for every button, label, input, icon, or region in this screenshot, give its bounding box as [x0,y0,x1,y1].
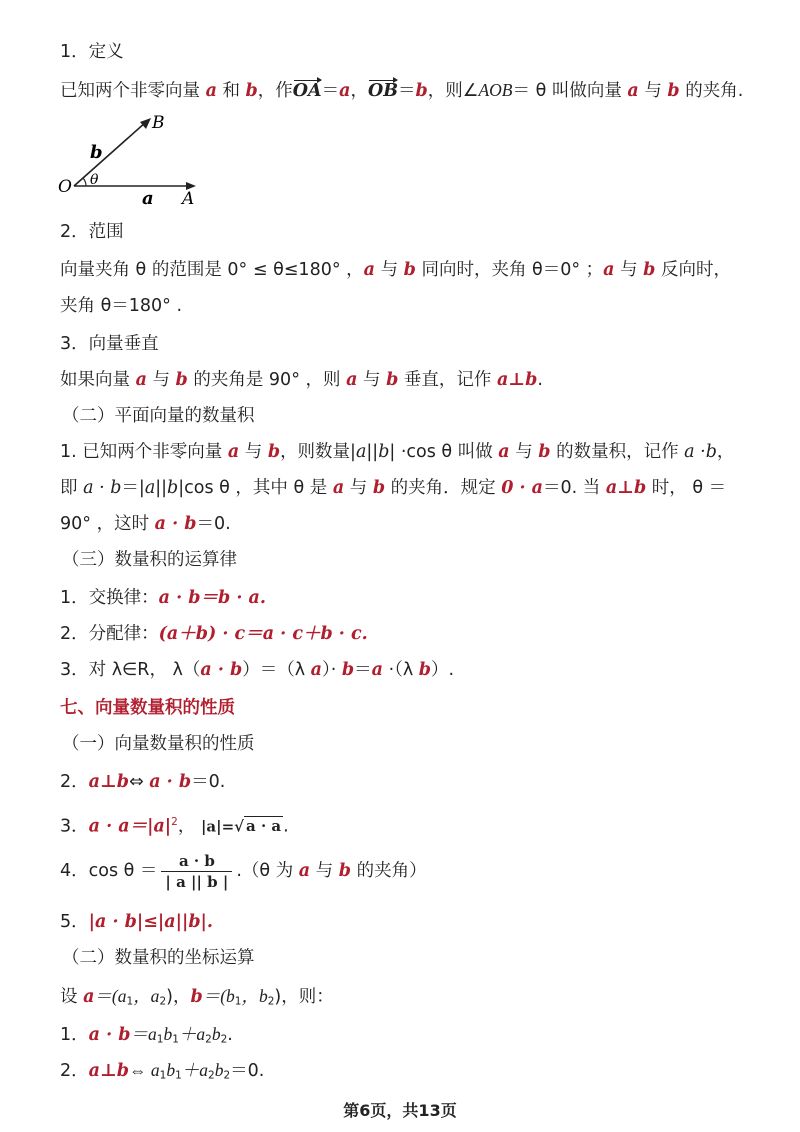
part3-title: （三）数量积的运算律 [62,550,237,570]
label-theta: θ [90,172,99,188]
part3-rule2: 2．分配律：(a＋b) · c＝a · c＋b · c. [60,624,368,644]
coord-1: 1．$a \cdot b=a_1b_1+a_2b_2$. [60,1024,233,1046]
coord-2: 2．a⊥b⇔ $a_1b_1+a_2b_2=0$. [60,1060,265,1082]
perp-formula: a⊥b [496,370,538,390]
sec3-line: 如果向量 a 与 b 的夹角是 90° ，则 a 与 b 垂直，记作 a⊥b. [60,370,543,390]
cos-fraction: $\frac{a \cdot b}{| a || b |}$ [161,851,232,892]
sqrt-icon: √ [234,817,244,836]
angle-diagram [50,108,220,208]
prop-5: 5．|a · b|≤|a||b|. [60,912,214,932]
part3-rule1: 1．交换律：a · b＝b · a. [60,588,266,608]
angle-arc [83,178,86,186]
sec2-line1: 向量夹角 θ 的范围是 0° ≤ θ≤180° ，a 与 b 同向时，夹角 θ＝0° ；a 与 b 反向时， [60,260,731,280]
part2-line2: 即 a · b＝|a||b|cos θ ，其中 θ 是 a 与 b 的夹角．规定 0 · a＝0. 当 a⊥b 时， θ ＝ [60,478,727,498]
vector-ob: OB [367,81,399,101]
sec3-title: 3．向量垂直 [60,334,159,354]
sec2-title: 2．范围 [60,222,124,242]
prop-4: 4．cos θ ＝ $\frac{a \cdot b}{| a || b |}$ .（θ 为 a 与 b 的夹角） [60,851,427,891]
sec2-line2: 夹角 θ＝180° . [60,296,183,316]
arrowhead-b-icon [140,118,151,129]
label-B: B [152,113,165,133]
prop-3: 3．$a \cdot a=|a|^2$， |a|=√ a · a . [60,816,289,837]
label-O: O [58,177,72,197]
sec1-title: 1．定义 [60,42,124,62]
sec1-definition: 已知两个非零向量 a 和 b，作OA＝a，OB＝b，则∠AOB＝ θ 叫做向量 a 与 b 的夹角. [60,80,744,101]
part7-title: 七、向量数量积的性质 [60,698,235,718]
vector-b: b [245,81,258,101]
vector-a: a [205,81,217,101]
coord-def: 设 $a=(a_1$，$a_2$)，$b=(b_1$，$b_2$)，则： [60,986,334,1008]
part7-sub2: （二）数量积的坐标运算 [62,948,255,968]
label-a: a [142,188,154,208]
part2-line3: 90° ，这时 a · b＝0. [60,514,231,534]
part2-line1: 1. 已知两个非零向量 a 与 b，则数量|a||b| ·cos θ 叫做 a 与 b 的数量积，记作 a ·b， [60,442,735,462]
distributive-formula: (a＋b) · c＝a · c＋b · c. [158,624,368,644]
vector-oa: OA [292,81,322,101]
commutative-formula: a · b＝b · a. [158,588,266,608]
label-A: A [182,189,195,208]
vector-b-arrow [74,122,146,186]
part7-sub1: （一）向量数量积的性质 [62,734,255,754]
page-footer: 第6页，共13页 [343,1101,457,1120]
prop-2: 2．a⊥b⇔ a · b＝0. [60,772,226,792]
label-b: b [90,142,103,163]
part2-title: （二）平面向量的数量积 [62,406,255,426]
part3-rule3: 3．对 λ∈R， λ（a · b）＝（λ a）· b＝a ·（λ b）. [60,660,455,680]
